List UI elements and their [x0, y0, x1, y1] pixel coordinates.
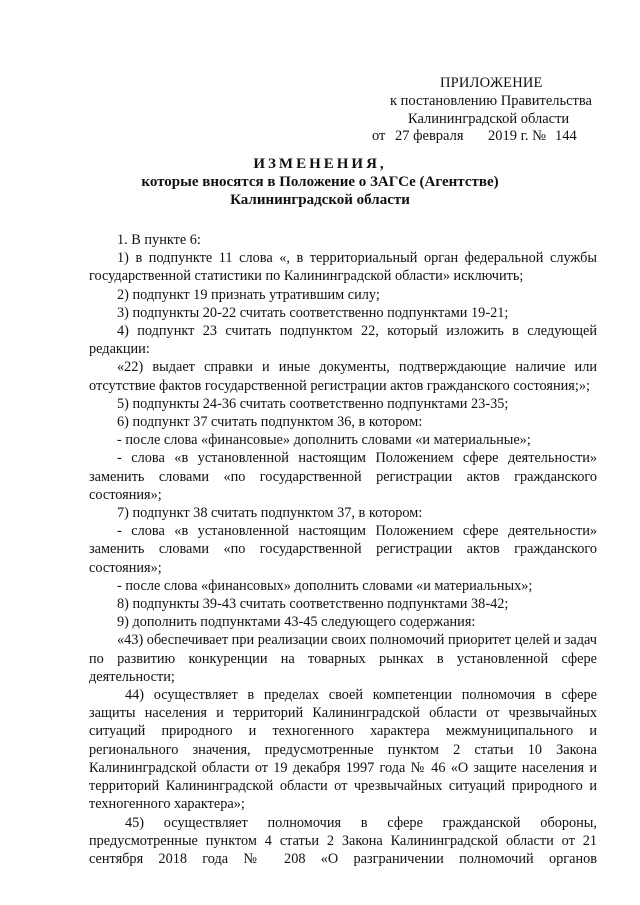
paragraph: 5) подпункты 24-36 считать соответственно подпунктами 23-35;: [117, 395, 509, 412]
appendix-date: 27 февраля: [395, 128, 464, 144]
paragraph: 45) осуществляет полномочия в сфере гражданской обороны, предусмотренные пунктом 4 статьи 2 Закона Калининградской области от 21 сентября 2018 года № 208 «О разграничении полномочий органов: [89, 814, 597, 867]
paragraph: - слова «в установленной настоящим Положением сфере деятельности» заменить словами «по государственной регистрации актов гражданского состояния»;: [89, 450, 597, 503]
paragraph: 8) подпункты 39-43 считать соответственно подпунктами 38-42;: [117, 596, 509, 613]
document-title: [90, 155, 550, 209]
document-body: [89, 231, 597, 868]
paragraph: 44) осуществляет в пределах своей компетенции полномочия в сфере защиты населения и территорий Калининградской области от чрезвычайных ситуаций природного и техногенного характера межмуниципального и регионального значения, предусмотренные пунктом 2 статьи 10 Закона Калининградской области от 19 декабря 1997 года № 46 «О защите населения и территорий Калининградской области от чрезвычайных ситуаций природного и техногенного характера»;: [89, 687, 597, 813]
paragraph: 9) дополнить подпунктами 43-45 следующего содержания:: [117, 614, 476, 631]
paragraph: - слова «в установленной настоящим Положением сфере деятельности» заменить словами «по государственной регистрации актов гражданского состояния»;: [89, 523, 597, 576]
title-main: ИЗМЕНЕНИЯ,: [253, 156, 387, 172]
paragraph: 3) подпункты 20-22 считать соответственно подпунктами 19-21;: [117, 304, 509, 321]
paragraph: 4) подпункт 23 считать подпунктом 22, который изложить в следующей редакции:: [89, 323, 597, 358]
title-line-3: Калининградской области: [230, 192, 410, 208]
paragraph: - после слова «финансовые» дополнить словами «и материальные»;: [117, 432, 531, 449]
appendix-year: 2019 г. №: [488, 128, 547, 144]
title-line-2: которые вносятся в Положение о ЗАГСе (Агентстве): [141, 174, 499, 190]
paragraph: «22) выдает справки и иные документы, подтверждающие наличие или отсутствие фактов государственной регистрации актов гражданского состояния;»;: [89, 359, 597, 394]
paragraph: 1. В пункте 6:: [117, 232, 201, 248]
paragraph: 2) подпункт 19 признать утратившим силу;: [117, 286, 380, 303]
paragraph: - после слова «финансовых» дополнить словами «и материальных»;: [117, 577, 533, 594]
appendix-number: 144: [555, 128, 577, 144]
appendix-line-1: к постановлению Правительства: [390, 93, 592, 109]
paragraph: 7) подпункт 38 считать подпунктом 37, в котором:: [117, 505, 423, 522]
appendix-line-2: Калининградской области: [408, 111, 570, 127]
appendix-date-prefix: от: [372, 128, 386, 144]
paragraph: 1) в подпункте 11 слова «, в территориальный орган федеральной службы государственной статистики по Калининградской области» исключить;: [89, 250, 597, 285]
paragraph: «43) обеспечивает при реализации своих полномочий приоритет целей и задач по развитию конкуренции на товарных рынках в установленной сфере деятельности;: [89, 632, 597, 685]
paragraph: 6) подпункт 37 считать подпунктом 36, в котором:: [117, 414, 423, 431]
appendix-title: ПРИЛОЖЕНИЕ: [440, 75, 543, 91]
